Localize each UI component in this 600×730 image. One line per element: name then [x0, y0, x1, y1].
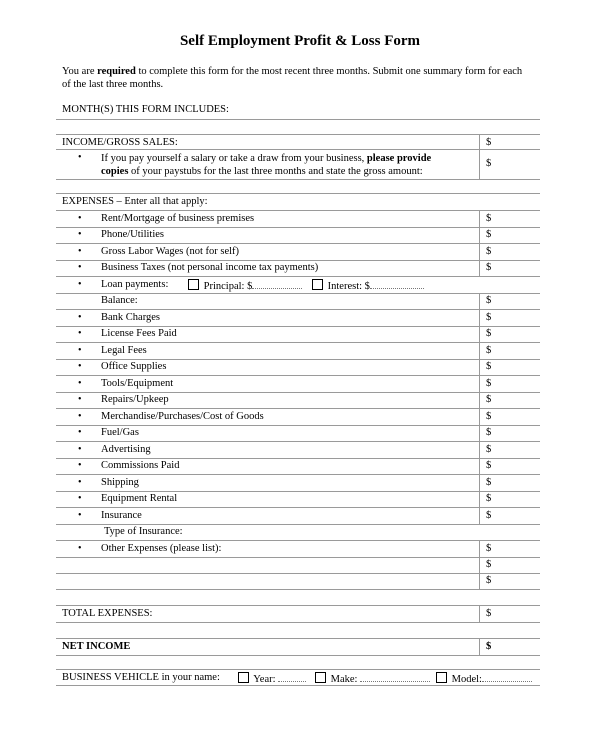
- bullet: •: [78, 444, 82, 455]
- divider: [56, 622, 540, 623]
- bullet: •: [78, 510, 82, 521]
- vehicle-make-field: [315, 672, 430, 685]
- interest-input[interactable]: [370, 288, 424, 289]
- income-amount[interactable]: $: [486, 137, 492, 148]
- divider: [56, 507, 540, 508]
- months-label: MONTH(S) THIS FORM INCLUDES:: [62, 104, 229, 115]
- divider: [56, 375, 540, 376]
- vehicle-model-field: [436, 672, 532, 685]
- expense-label: Tools/Equipment: [101, 378, 174, 389]
- expense-amount[interactable]: $: [486, 378, 492, 389]
- model-checkbox[interactable]: [436, 672, 447, 683]
- expense-amount[interactable]: $: [486, 345, 492, 356]
- expense-amount[interactable]: $: [486, 427, 492, 438]
- net-income-amount[interactable]: $: [486, 641, 492, 652]
- bullet: •: [78, 378, 82, 389]
- bullet: •: [78, 427, 82, 438]
- divider: [56, 227, 540, 228]
- year-label: Year:: [253, 674, 276, 685]
- expense-label: Insurance: [101, 510, 142, 521]
- column-divider: [479, 540, 480, 589]
- divider: [56, 557, 540, 558]
- bullet: •: [78, 152, 82, 163]
- principal-input[interactable]: [252, 288, 302, 289]
- expense-amount[interactable]: $: [486, 361, 492, 372]
- year-input[interactable]: [278, 681, 306, 682]
- divider: [56, 685, 540, 686]
- expense-label: Merchandise/Purchases/Cost of Goods: [101, 411, 264, 422]
- column-divider: [479, 605, 480, 622]
- bullet: •: [78, 411, 82, 422]
- expense-amount[interactable]: $: [486, 510, 492, 521]
- divider: [56, 425, 540, 426]
- expense-amount[interactable]: $: [486, 543, 492, 554]
- bullet: •: [78, 477, 82, 488]
- divider: [56, 524, 540, 525]
- expense-amount[interactable]: $: [486, 460, 492, 471]
- expense-label: Legal Fees: [101, 345, 147, 356]
- divider: [56, 342, 540, 343]
- income-header: INCOME/GROSS SALES:: [62, 137, 178, 148]
- divider: [56, 149, 540, 150]
- principal-label: Principal: $: [203, 281, 253, 292]
- page-title: Self Employment Profit & Loss Form: [179, 33, 421, 49]
- divider: [56, 540, 540, 541]
- expense-amount[interactable]: $: [486, 559, 492, 570]
- divider: [56, 179, 540, 180]
- bullet: •: [78, 279, 82, 290]
- intro-text: You are required to complete this form for the most recent three months. Submit one summary form for each of the last three months.: [62, 66, 523, 90]
- expense-label: License Fees Paid: [101, 328, 177, 339]
- expense-label: Repairs/Upkeep: [101, 394, 169, 405]
- income-note-row: [56, 152, 540, 178]
- bullet: •: [78, 394, 82, 405]
- expense-label: Gross Labor Wages (not for self): [101, 246, 240, 257]
- expense-label: Fuel/Gas: [101, 427, 139, 438]
- expense-amount[interactable]: $: [486, 328, 492, 339]
- bullet: •: [78, 460, 82, 471]
- total-expenses-label: TOTAL EXPENSES:: [62, 608, 153, 619]
- total-expenses-amount[interactable]: $: [486, 608, 492, 619]
- divider: [56, 359, 540, 360]
- expense-label: Loan payments:: [101, 279, 169, 290]
- bullet: •: [78, 361, 82, 372]
- bullet: •: [78, 229, 82, 240]
- make-checkbox[interactable]: [315, 672, 326, 683]
- expense-label: Business Taxes (not personal income tax payments): [101, 262, 319, 273]
- expense-amount[interactable]: $: [486, 394, 492, 405]
- expense-label: Commissions Paid: [101, 460, 180, 471]
- income-note: If you pay yourself a salary or take a draw from your business, please provide copies of your paystubs for the last three months and state the gross amount:: [101, 153, 432, 177]
- make-label: Make:: [330, 674, 358, 685]
- divider: [56, 326, 540, 327]
- bullet: •: [78, 328, 82, 339]
- divider: [56, 655, 540, 656]
- expense-amount[interactable]: $: [486, 262, 492, 273]
- bullet: •: [78, 262, 82, 273]
- expense-label: Office Supplies: [101, 361, 167, 372]
- divider: [56, 441, 540, 442]
- divider: [56, 474, 540, 475]
- expense-label: Bank Charges: [101, 312, 161, 323]
- expense-amount[interactable]: $: [486, 213, 492, 224]
- expense-amount[interactable]: $: [486, 411, 492, 422]
- model-label: Model:: [451, 674, 482, 685]
- expense-amount[interactable]: $: [486, 575, 492, 586]
- bullet: •: [78, 312, 82, 323]
- bullet: •: [78, 493, 82, 504]
- principal-field: [188, 279, 302, 292]
- divider: [56, 408, 540, 409]
- divider: [56, 573, 540, 574]
- divider: [56, 260, 540, 261]
- divider: [56, 491, 540, 492]
- make-input[interactable]: [360, 681, 430, 682]
- expense-label: Type of Insurance:: [104, 526, 183, 537]
- expense-label: Balance:: [101, 295, 138, 306]
- expense-label: Shipping: [101, 477, 139, 488]
- divider: [56, 458, 540, 459]
- column-divider: [479, 210, 480, 276]
- divider: [56, 605, 540, 606]
- divider: [56, 134, 540, 135]
- divider: [56, 276, 540, 277]
- divider: [56, 309, 540, 310]
- year-checkbox[interactable]: [238, 672, 249, 683]
- model-input[interactable]: [482, 681, 532, 682]
- net-income-label: NET INCOME: [62, 641, 131, 652]
- bullet: •: [78, 345, 82, 356]
- column-divider: [479, 638, 480, 655]
- expense-label: Rent/Mortgage of business premises: [101, 213, 255, 224]
- principal-checkbox[interactable]: [188, 279, 199, 290]
- vehicle-label: BUSINESS VEHICLE in your name:: [62, 672, 220, 683]
- expense-label: Equipment Rental: [101, 493, 178, 504]
- divider: [56, 638, 540, 639]
- expense-amount[interactable]: $: [486, 246, 492, 257]
- divider: [56, 293, 540, 294]
- divider: [56, 669, 540, 670]
- divider: [56, 243, 540, 244]
- divider: [56, 392, 540, 393]
- divider: [56, 119, 540, 120]
- divider: [56, 193, 540, 194]
- expense-label: Other Expenses (please list):: [101, 543, 222, 554]
- interest-field: [312, 279, 424, 292]
- expense-label: Phone/Utilities: [101, 229, 164, 240]
- interest-label: Interest: $: [327, 281, 370, 292]
- expense-amount[interactable]: $: [486, 477, 492, 488]
- expense-amount[interactable]: $: [486, 295, 492, 306]
- bullet: •: [78, 246, 82, 257]
- divider: [56, 589, 540, 590]
- divider: [56, 210, 540, 211]
- column-divider: [479, 293, 480, 524]
- vehicle-year-field: [238, 672, 306, 685]
- bullet: •: [78, 213, 82, 224]
- salary-amount[interactable]: $: [486, 158, 492, 169]
- bullet: •: [78, 543, 82, 554]
- interest-checkbox[interactable]: [312, 279, 323, 290]
- expense-label: Advertising: [101, 444, 151, 455]
- expense-amount[interactable]: $: [486, 229, 492, 240]
- expense-amount[interactable]: $: [486, 493, 492, 504]
- expenses-header: EXPENSES – Enter all that apply:: [62, 196, 208, 207]
- expense-amount[interactable]: $: [486, 312, 492, 323]
- expense-amount[interactable]: $: [486, 444, 492, 455]
